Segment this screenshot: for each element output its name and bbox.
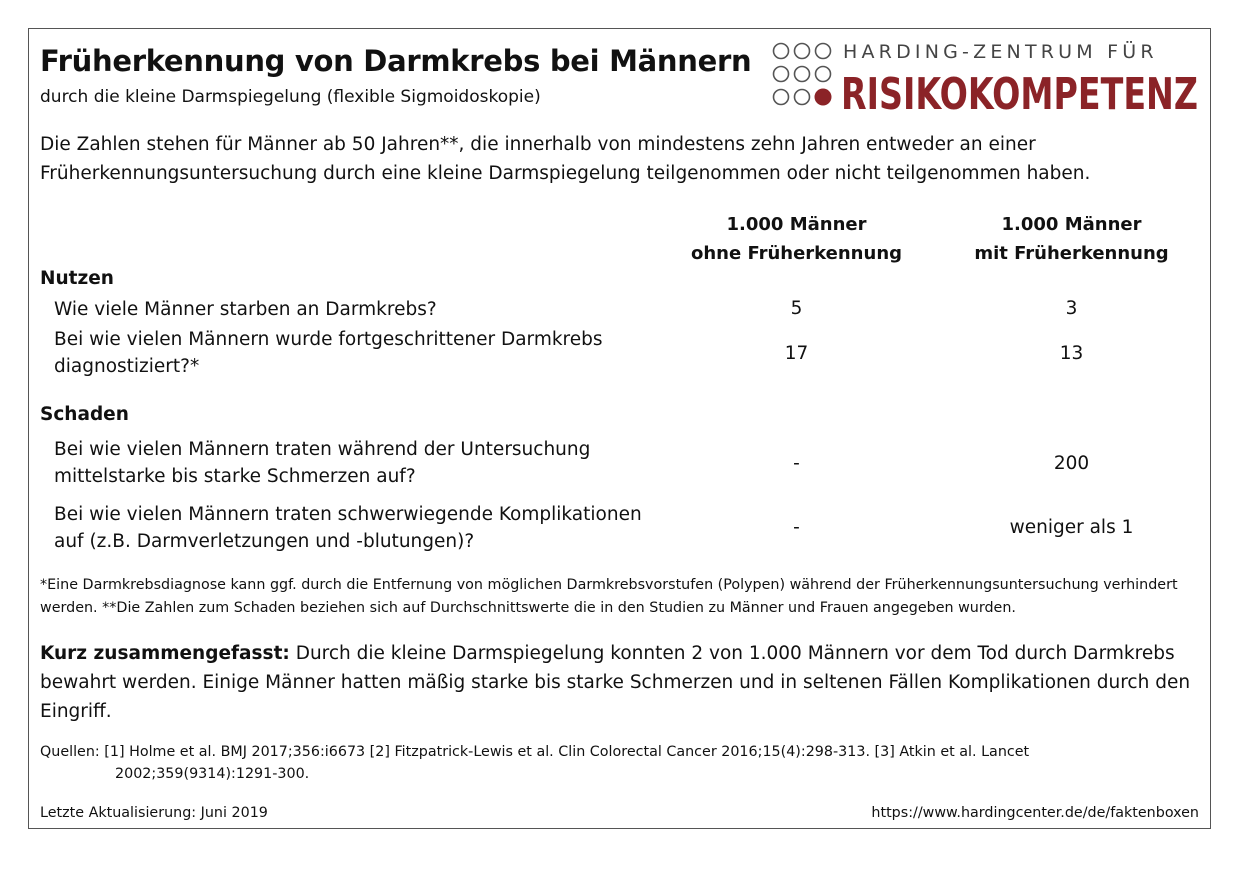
column-header-without: 1.000 Männer ohne Früherkennung	[690, 214, 903, 264]
sources-line1: Quellen: [1] Holme et al. BMJ 2017;356:i6673 [2] Fitzpatrick-Lewis et al. Clin Colorectal Cancer 2016;15(4):298-313. [3] Atkin et al. Lancet	[40, 744, 1030, 760]
row-value-without: 17	[784, 343, 809, 364]
row-question: Bei wie vielen Männern wurde fortgeschrittener Darmkrebs diagnostiziert?*	[54, 329, 603, 377]
summary	[40, 639, 1205, 726]
logo-line1: HARDING-ZENTRUM FÜR	[843, 41, 1158, 63]
row-question: Wie viele Männer starben an Darmkrebs?	[54, 299, 437, 320]
page-title: Früherkennung von Darmkrebs bei Männern	[40, 44, 752, 78]
page-subtitle: durch die kleine Darmspiegelung (flexible Sigmoidoskopie)	[40, 87, 541, 107]
summary-label: Kurz zusammengefasst:	[40, 643, 290, 664]
section-label-harm: Schaden	[40, 404, 129, 425]
row-value-without: -	[793, 453, 800, 474]
footnote: *Eine Darmkrebsdiagnose kann ggf. durch die Entfernung von möglichen Darmkrebsvorstufen (Polypen) während der Früherkennungsuntersuchung verhindert werden. **Die Zahlen zum Schaden beziehen sich auf Durchschnittswerte die in den Studien zu Männer und Frauen angegeben wurden.	[40, 577, 1178, 616]
row-question: Bei wie vielen Männern traten während der Untersuchung mittelstarke bis starke Schmerzen auf?	[54, 439, 591, 487]
section-label-benefit: Nutzen	[40, 268, 114, 289]
summary-text: Durch die kleine Darmspiegelung konnten 2 von 1.000 Männern vor dem Tod durch Darmkrebs bewahrt werden. Einige Männer hatten mäßig starke bis starke Schmerzen und in seltenen Fällen Komplikationen durch den Eingriff.	[40, 643, 1191, 722]
fact-box	[28, 28, 1211, 829]
sources-line2: 2002;359(9314):1291-300.	[115, 766, 310, 782]
harding-center-logo	[771, 39, 1201, 113]
logo-line2: RISIKOKOMPETENZ	[841, 69, 1198, 113]
row-value-with: weniger als 1	[1009, 517, 1134, 538]
intro-text: Die Zahlen stehen für Männer ab 50 Jahren**, die innerhalb von mindestens zehn Jahren entweder an einer Früherkennungsuntersuchung durch eine kleine Darmspiegelung teilgenommen oder nicht teilgenommen haben.	[40, 134, 1091, 184]
row-value-without: 5	[790, 298, 803, 319]
row-value-with: 13	[1059, 343, 1084, 364]
row-value-without: -	[793, 517, 800, 538]
row-value-with: 3	[1065, 298, 1078, 319]
row-value-with: 200	[1053, 453, 1090, 474]
row-question: Bei wie vielen Männern traten schwerwiegende Komplikationen auf (z.B. Darmverletzungen und -blutungen)?	[54, 504, 642, 552]
logo-filled-circle-icon	[815, 89, 832, 106]
column-header-with: 1.000 Männer mit Früherkennung	[974, 214, 1169, 264]
sources	[40, 741, 1140, 785]
source-url: https://www.hardingcenter.de/de/faktenboxen	[871, 805, 1199, 821]
last-updated: Letzte Aktualisierung: Juni 2019	[40, 805, 268, 821]
